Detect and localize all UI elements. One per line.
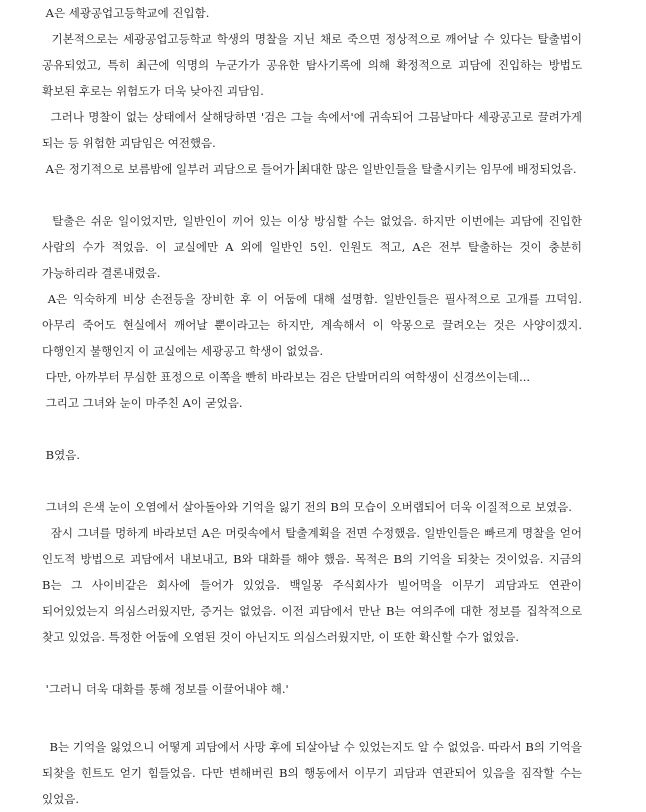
paragraph-2: 기본적으로는 세광공업고등학교 학생의 명찰을 지닌 채로 죽으면 정상적으로 깨어날 수 있다는 탈출법이 공유되었고, 특히 최근에 익명의 누군가가 공유한 탐사기록에 의해 확정적으로 괴담에 진입하는 방법도 확보된 후로는 위험도가 더욱 낮아진 괴담임. (42, 32, 586, 98)
paragraph-13: B는 기억을 잃었으니 어떻게 괴담에서 사망 후에 되살아날 수 있었는지도 알 수 없었음. 따라서 B의 기억을 되찾을 힌트도 얻기 힘들었음. 다만 변해버린 B의 행동에서 이무기 괴담과 연관되어 있음을 짐작할 수는 있었음. (42, 740, 586, 806)
paragraph-1: A은 세광공업고등학교에 진입함. (42, 6, 210, 20)
blank-line (42, 650, 582, 676)
paragraph-3: 그러나 명찰이 없는 상태에서 살해당하면 '검은 그늘 속에서'에 귀속되어 그믐날마다 세광공고로 끌려가게 되는 등 위험한 괴담임은 여전했음. (42, 110, 586, 150)
blank-line (42, 702, 582, 734)
blank-line (42, 416, 582, 442)
document-body (42, 0, 586, 812)
paragraph-6: A은 익숙하게 비상 손전등을 장비한 후 이 어둠에 대해 설명함. 일반인들은 필사적으로 고개를 끄덕임. 아무리 죽어도 현실에서 깨어날 뿐이라고는 하지만, 계속해서 이 악몽으로 끌려오는 것은 사양이겠지. 다행인지 불행인지 이 교실에는 세광공고 학생이 없었음. (42, 292, 586, 358)
paragraph-10: 그녀의 은색 눈이 오염에서 살아돌아와 기억을 잃기 전의 B의 모습이 오버랩되어 더욱 이질적으로 보였음. (42, 500, 572, 514)
paragraph-11: 잠시 그녀를 멍하게 바라보던 A은 머릿속에서 탈출계획을 전면 수정했음. 일반인들은 빠르게 명찰을 얻어 인도적 방법으로 괴담에서 내보내고, B와 대화를 해야 했음. 목적은 B의 기억을 되찾는 것이었음. 지금의 B는 그 사이비같은 회사에 들어가 있었음. 백일몽 주식회사가 빌어먹을 이무기 괴담과도 연관이 되어있었는지 의심스러웠지만, 증거는 없었음. 이전 괴담에서 만난 B는 여의주에 대한 정보를 집착적으로 찾고 있었음. 특정한 어둠에 오염된 것이 아닌지도 의심스러웠지만, 이 또한 확신할 수가 없었음. (42, 526, 586, 644)
paragraph-8: 그리고 그녀와 눈이 마주친 A이 굳었음. (42, 396, 243, 410)
paragraph-4 (42, 156, 582, 182)
paragraph-4-part-2: 최대한 많은 일반인들을 탈출시키는 임무에 배정되었음. (299, 162, 577, 176)
paragraph-7: 다만, 아까부터 무심한 표정으로 이쪽을 빤히 바라보는 검은 단발머리의 여학생이 신경쓰이는데... (42, 370, 531, 384)
paragraph-12: '그러니 더욱 대화를 통해 정보를 이끌어내야 해.' (42, 682, 289, 696)
paragraph-9: B였음. (42, 448, 80, 462)
paragraph-4-part-1: A은 정기적으로 보름밤에 일부러 괴담으로 들어가 (42, 162, 295, 176)
blank-line (42, 182, 582, 208)
blank-line (42, 468, 582, 494)
paragraph-5: 탈출은 쉬운 일이었지만, 일반인이 끼어 있는 이상 방심할 수는 없었음. 하지만 이번에는 괴담에 진입한 사람의 수가 적었음. 이 교실에만 A 외에 일반인 5인. 인원도 적고, A은 전부 탈출하는 것이 충분히 가능하리라 결론내렸음. (42, 214, 586, 280)
